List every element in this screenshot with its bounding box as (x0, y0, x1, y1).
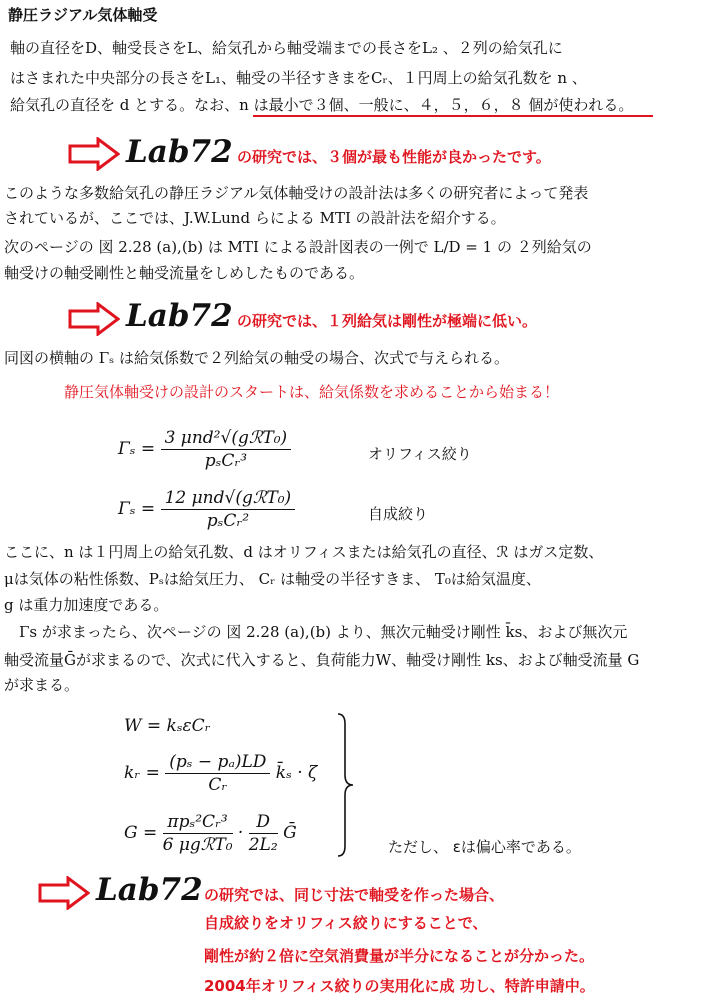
flow-numerator-2: D (249, 812, 278, 834)
formula-1-numerator: 3 μnd²√(gℛT₀) (161, 428, 292, 450)
para4-line-4: Γs が求まったら、次ページの 図 2.28 (a),(b) より、無次元軸受け剛性 k̄s、および無次元 (4, 623, 628, 641)
formula-lhs: Γₛ = (118, 499, 156, 519)
lab72-logo: Lab72 (126, 134, 233, 170)
flow-denominator-1: 6 μgℛT₀ (162, 835, 233, 855)
lab72-note-3d: 2004年オリフィス絞りの実用化に成 功し、特許申請中。 (204, 977, 595, 995)
lab72-note-3b: 自成絞りをオリフィス絞りにすることで、 (204, 914, 488, 932)
formula-2-denominator: pₛCᵣ² (206, 511, 250, 531)
flow-lhs: G = (124, 823, 158, 843)
eccentricity-note: ただし、 εは偏心率である。 (388, 838, 581, 856)
arrow-right-icon (68, 302, 120, 336)
arrow-right-icon (68, 137, 120, 171)
para4-line-2: μは気体の粘性係数、Pₛは給気圧力、 Cᵣ は軸受の半径すきま、 T₀は給気温度、 (4, 570, 541, 588)
para3-line-1: 同図の横軸の Γₛ は給気係数で２列給気の軸受の場合、次式で与えられる。 (4, 349, 510, 367)
stiffness-numerator: (pₛ − pₐ)LD (165, 752, 270, 774)
stiffness-denominator: Cᵣ (208, 775, 228, 795)
para4-line-3: g は重力加速度である。 (4, 596, 169, 614)
para4-line-6: が求まる。 (4, 676, 80, 694)
equation-stiffness (124, 752, 317, 795)
intro-line-3-b: n は最小で３個、一般に、４，５，６，８ 個が使われる。 (239, 96, 634, 114)
arrow-right-icon (38, 876, 90, 910)
lab72-note-2: の研究では、１列給気は剛性が極端に低い。 (237, 312, 538, 330)
lab72-note-3a: の研究では、同じ寸法で軸受を作った場合、 (204, 886, 505, 904)
flow-denominator-2: 2L₂ (248, 835, 278, 855)
para4-line-1: ここに、n は１円周上の給気孔数、d はオリフィスまたは給気孔の直径、ℛ はガス定数、 (4, 543, 604, 561)
red-underline (253, 115, 653, 117)
page-title: 静圧ラジアル気体軸受 (8, 6, 158, 24)
stiffness-rhs: k̄ₛ · ζ (275, 763, 318, 783)
para2-line-1: このような多数給気孔の静圧ラジアル気体軸受けの設計法は多くの研究者によって発表 (4, 184, 589, 202)
flow-rhs: Ḡ (283, 823, 297, 843)
formula-lhs: Γₛ = (118, 439, 156, 459)
formula-1-denominator: pₛCᵣ³ (204, 451, 248, 471)
intro-line-3-a: 給気孔の直径を d とする。なお、 (10, 96, 240, 114)
para2-line-2: されているが、ここでは、J.W.Lund らによる MTI の設計法を紹介する。 (4, 209, 506, 227)
equation-load-capacity: W = kₛεCᵣ (124, 716, 211, 736)
lab72-logo: Lab72 (96, 872, 203, 908)
stiffness-lhs: kᵣ = (124, 763, 160, 783)
flow-dot: · (237, 823, 244, 843)
right-brace-icon (334, 712, 358, 858)
intro-line-2: はさまれた中央部分の長さをL₁、軸受の半径すきまをCᵣ、１円周上の給気孔数を n 、 (10, 69, 587, 87)
label-self-compensated: 自成絞り (368, 505, 429, 523)
equation-flow (124, 812, 297, 855)
flow-numerator-1: πpₛ²Cᵣ³ (163, 812, 233, 834)
formula-orifice (118, 428, 291, 471)
lab72-note-3c: 剛性が約２倍に空気消費量が半分になることが分かった。 (204, 947, 595, 965)
design-start-note: 静圧気体軸受けの設計のスタートは、給気係数を求めることから始まる！ (64, 383, 560, 401)
intro-line-1: 軸の直径をD、軸受長さをL、給気孔から軸受端までの長さをL₂ 、２列の給気孔に (10, 39, 563, 57)
formula-2-numerator: 12 μnd√(gℛT₀) (161, 488, 296, 510)
para2-line-4: 軸受けの軸受剛性と軸受流量をしめしたものである。 (4, 264, 365, 282)
formula-self-compensated (118, 488, 295, 531)
lab72-note-1: の研究では、３個が最も性能が良かったです。 (237, 148, 551, 166)
para4-line-5: 軸受流量Ḡが求まるので、次式に代入すると、負荷能力W、軸受け剛性 ks、および軸受流量 G (4, 651, 640, 669)
lab72-logo: Lab72 (126, 298, 233, 334)
label-orifice: オリフィス絞り (368, 445, 472, 463)
para2-line-3: 次のページの 図 2.28 (a),(b) は MTI による設計図表の一例で L/D = 1 の ２列給気の (4, 238, 592, 256)
